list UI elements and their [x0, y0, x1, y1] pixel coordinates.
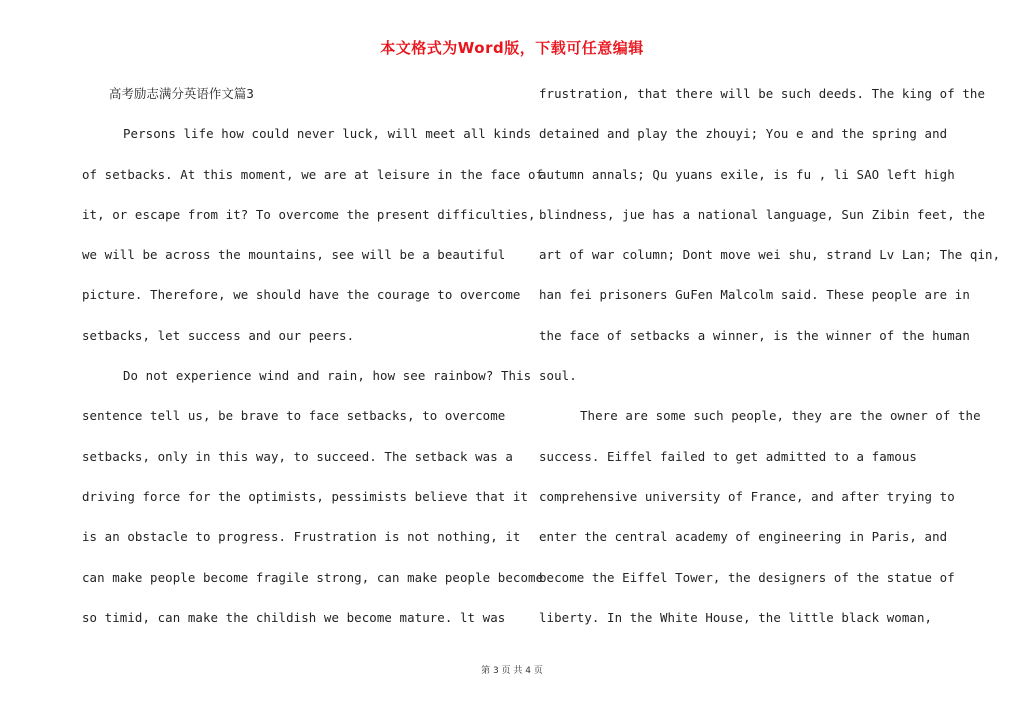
text-line: it, or escape from it? To overcome the present difficulties, [82, 206, 536, 222]
right-text-column [539, 80, 1001, 644]
text-line: frustration, that there will be such deeds. The king of the [539, 86, 986, 101]
text-line: Do not experience wind and rain, how see rainbow? This [123, 368, 532, 384]
text-line: become the Eiffel Tower, the designers of the statue of [539, 569, 955, 585]
left-text-column [82, 80, 544, 644]
text-line: blindness, jue has a national language, Sun Zibin feet, the [539, 206, 986, 222]
essay-heading: 高考励志满分英语作文篇3 [109, 86, 254, 101]
text-line: we will be across the mountains, see will be a beautiful [82, 247, 506, 263]
text-line: art of war column; Dont move wei shu, strand Lv Lan; The qin, [539, 247, 1001, 263]
page-number-footer: 第 3 页 共 4 页 [481, 666, 543, 676]
text-line: detained and play the zhouyi; You e and the spring and [539, 126, 948, 142]
text-line: so timid, can make the childish we become mature. lt was [82, 609, 506, 625]
text-line: the face of setbacks a winner, is the winner of the human [539, 327, 970, 343]
text-line: comprehensive university of France, and after trying to [539, 488, 955, 504]
text-line: There are some such people, they are the owner of the [580, 408, 981, 424]
text-line: is an obstacle to progress. Frustration is not nothing, it [82, 529, 521, 545]
text-line: liberty. In the White House, the little black woman, [539, 609, 933, 625]
text-line: Persons life how could never luck, will meet all kinds [123, 126, 532, 142]
text-line: setbacks, let success and our peers. [82, 327, 355, 343]
text-line: driving force for the optimists, pessimists believe that it [82, 488, 529, 504]
text-line: of setbacks. At this moment, we are at leisure in the face of [82, 166, 544, 182]
text-line: sentence tell us, be brave to face setbacks, to overcome [82, 408, 506, 424]
text-line: success. Eiffel failed to get admitted to a famous [539, 448, 917, 464]
text-line: soul. [539, 368, 577, 384]
text-line: can make people become fragile strong, can make people become [82, 569, 544, 585]
format-notice-banner: 本文格式为Word版，下载可任意编辑 [380, 39, 644, 57]
text-line: autumn annals; Qu yuans exile, is fu , li SAO left high [539, 166, 955, 182]
text-line: setbacks, only in this way, to succeed. The setback was a [82, 448, 513, 464]
text-line: han fei prisoners GuFen Malcolm said. These people are in [539, 287, 970, 303]
text-line: picture. Therefore, we should have the courage to overcome [82, 287, 521, 303]
text-line: enter the central academy of engineering in Paris, and [539, 529, 948, 545]
